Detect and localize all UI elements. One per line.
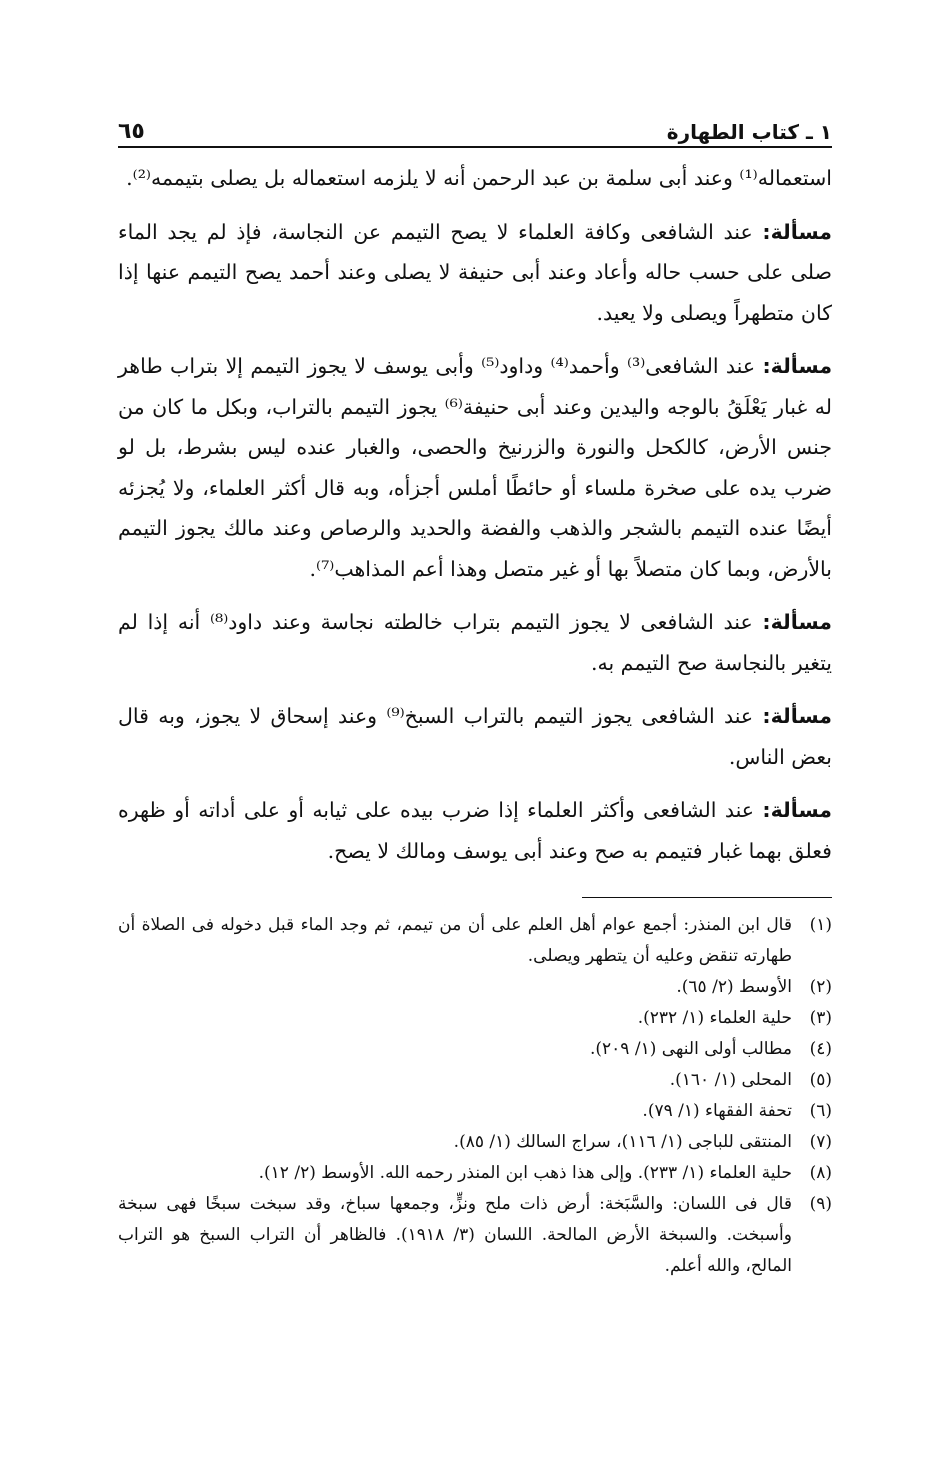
footnote: (١) قال ابن المنذر: أجمع عوام أهل العلم على أن من تيمم، ثم وجد الماء قبل دخوله فى الصلاة أن طهارته تنقض وعليه أن يتطهر ويصلى. [118, 915, 832, 966]
paragraph: مسألة: عند الشافعى لا يجوز التيمم بتراب خالطته نجاسة وعند داود⁽⁸⁾ أنه إذا لم يتغير بالنجاسة صح التيمم به. [118, 610, 832, 675]
page-number: ٦٥ [118, 119, 145, 144]
footnote: (٣) حلية العلماء (١/ ٢٣٢). [637, 1008, 832, 1028]
paragraph: استعماله⁽¹⁾ وعند أبى سلمة بن عبد الرحمن أنه لا يلزمه استعماله بل يصلى بتيممه⁽²⁾. [126, 166, 832, 190]
footnote: (٧) المنتقى للباجى (١/ ١١٦)، سراج السالك (١/ ٨٥). [453, 1132, 832, 1152]
footnote: (٩) قال فى اللسان: والسَّبَخة: أرض ذات ملح ونزٍّ، وجمعها سباخ، وقد سبخت سبخًا فهى سبخة وأسبخت. والسبخة الأرض المالحة. اللسان (٣/ ١٩١٨). فالظاهر أن التراب السبخ هو التراب المالح، والله أعلم. [118, 1194, 832, 1276]
footnotes [118, 910, 832, 1282]
page-header [118, 108, 832, 148]
chapter-title: ١ ـ كتاب الطهارة [666, 120, 832, 144]
footnote-separator [582, 897, 832, 898]
document-page [118, 108, 832, 1282]
footnote: (٤) مطالب أولى النهى (١/ ٢٠٩). [589, 1039, 832, 1059]
paragraph: مسألة: عند الشافعى وأكثر العلماء إذا ضرب بيده على ثيابه أو على أداته أو ظهره فعلق بهما غبار فتيمم به صح وعند أبى يوسف ومالك لا يصح. [118, 798, 832, 863]
footnote: (٦) تحفة الفقهاء (١/ ٧٩). [642, 1101, 832, 1121]
paragraph: مسألة: عند الشافعى يجوز التيمم بالتراب السبخ⁽⁹⁾ وعند إسحاق لا يجوز، وبه قال بعض الناس. [118, 704, 832, 769]
footnote: (٢) الأوسط (٢/ ٦٥). [676, 977, 832, 997]
paragraph: مسألة: عند الشافعى⁽³⁾ وأحمد⁽⁴⁾ وداود⁽⁵⁾ وأبى يوسف لا يجوز التيمم إلا بتراب طاهر له غبار يَعْلَقُ بالوجه واليدين وعند أبى حنيفة⁽⁶⁾ يجوز التيمم بالتراب، وبكل ما كان من جنس الأرض، كالكحل والنورة والزرنيخ والحصى، والغبار عنده ليس بشرط، بل لو ضرب يده على صخرة ملساء أو حائطًا أملس أجزأه، وبه قال أكثر العلماء، ولا يُجزئه أيضًا عنده التيمم بالشجر والذهب والفضة والحديد والرصاص وعند مالك يجوز التيمم بالأرض، وبما كان متصلاً بها أو غير متصل وهذا أعم المذاهب⁽⁷⁾. [118, 354, 833, 581]
paragraph: مسألة: عند الشافعى وكافة العلماء لا يصح التيمم عن النجاسة، فإذ لم يجد الماء صلى على حسب حاله وأعاد وعند أبى حنيفة لا يصلى وعند أحمد يصح التيمم عنها إذا كان متطهراً ويصلى ولا يعيد. [118, 219, 832, 325]
footnote: (٥) المحلى (١/ ١٦٠). [669, 1070, 832, 1090]
main-text [118, 158, 832, 871]
footnote: (٨) حلية العلماء (١/ ٢٣٣). وإلى هذا ذهب ابن المنذر رحمه الله. الأوسط (٢/ ١٢). [258, 1163, 832, 1183]
